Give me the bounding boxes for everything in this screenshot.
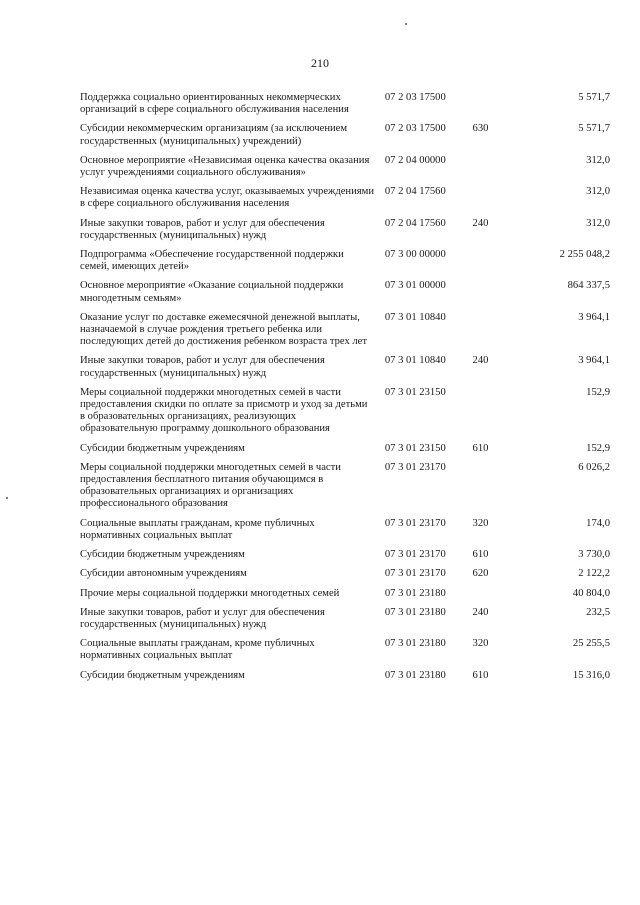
row-code: 07 3 01 23180 <box>384 606 446 618</box>
row-amount: 2 255 048,2 <box>559 249 610 261</box>
row-name: Основное мероприятие «Оказание социальной поддержки многодетным семьям» <box>80 280 344 304</box>
row-code: 07 3 01 23170 <box>384 549 446 561</box>
row-name: Оказание услуг по доставке ежемесячной денежной выплаты, назначаемой в случае рождения третьего ребенка или последующих детей до достижения ребенком возраста трех лет <box>80 311 368 348</box>
row-name: Меры социальной поддержки многодетных семей в части предоставления бесплатного питания обучающимся в образовательных организациях и организациях профессионального образования <box>80 461 341 510</box>
row-name: Субсидии бюджетным учреждениям <box>80 549 245 561</box>
row-code: 07 3 01 00000 <box>384 280 446 292</box>
row-code: 07 2 04 00000 <box>384 154 446 166</box>
table-row <box>80 549 610 561</box>
row-amount: 312,0 <box>586 217 610 229</box>
row-name: Субсидии бюджетным учреждениям <box>80 669 245 681</box>
row-type: 630 <box>472 123 489 135</box>
table-row <box>80 387 610 436</box>
row-code: 07 2 03 17500 <box>384 92 446 103</box>
table-row <box>80 518 610 542</box>
row-amount: 6 026,2 <box>578 461 610 473</box>
row-type: 610 <box>472 549 489 561</box>
table-row <box>80 155 610 179</box>
table-row <box>80 218 610 242</box>
row-amount: 15 316,0 <box>572 669 610 681</box>
row-code: 07 3 01 23180 <box>384 587 446 599</box>
table-row <box>80 588 610 600</box>
row-code: 07 3 01 23170 <box>384 461 446 473</box>
table-row <box>80 312 610 349</box>
scan-speck <box>6 497 8 499</box>
row-amount: 5 571,7 <box>578 123 610 135</box>
row-amount: 25 255,5 <box>572 638 610 650</box>
row-name: Меры социальной поддержки многодетных семей в части предоставления скидки по оплате за присмотр и уход за детьми в образовательных организациях, реализующих образовательную программу дошкольного образования <box>80 386 368 435</box>
row-name: Основное мероприятие «Независимая оценка качества оказания услуг учреждениями социального обслуживания» <box>80 154 370 179</box>
table-row <box>80 123 610 147</box>
row-amount: 3 964,1 <box>578 311 610 323</box>
row-code: 07 3 01 23150 <box>384 386 446 398</box>
row-type: 240 <box>472 217 489 229</box>
row-name: Иные закупки товаров, работ и услуг для обеспечения государственных (муниципальных) нужд <box>80 355 325 379</box>
row-type: 320 <box>472 517 489 529</box>
row-code: 07 3 01 23170 <box>384 568 446 580</box>
row-amount: 40 804,0 <box>572 587 610 599</box>
row-code: 07 3 01 23180 <box>384 638 446 650</box>
row-name: Социальные выплаты гражданам, кроме публичных нормативных социальных выплат <box>80 638 315 662</box>
row-type: 620 <box>472 568 489 580</box>
row-code: 07 2 04 17560 <box>384 217 446 229</box>
row-amount: 312,0 <box>586 154 610 166</box>
page-number: 210 <box>311 56 329 70</box>
table-row <box>80 462 610 511</box>
row-name: Иные закупки товаров, работ и услуг для обеспечения государственных (муниципальных) нужд <box>80 606 325 630</box>
table-row <box>80 443 610 455</box>
table-row <box>80 355 610 379</box>
table-row <box>80 670 610 682</box>
table-row <box>80 280 610 304</box>
row-name: Поддержка социально ориентированных некоммерческих организаций в сфере социального обслуживания населения <box>80 92 349 116</box>
row-type: 610 <box>472 669 489 681</box>
row-code: 07 3 01 10840 <box>384 311 446 323</box>
table-row <box>80 607 610 631</box>
row-type: 320 <box>472 638 489 650</box>
row-amount: 3 730,0 <box>578 549 610 561</box>
row-type: 610 <box>472 442 489 454</box>
scan-speck <box>405 23 407 25</box>
row-type: 240 <box>472 606 489 618</box>
row-name: Иные закупки товаров, работ и услуг для обеспечения государственных (муниципальных) нужд <box>80 217 325 241</box>
budget-table <box>80 92 610 689</box>
row-code: 07 2 04 17560 <box>384 186 446 198</box>
row-code: 07 3 01 23180 <box>384 669 446 681</box>
row-name: Подпрограмма «Обеспечение государственной поддержки семей, имеющих детей» <box>80 249 344 273</box>
row-amount: 2 122,2 <box>578 568 610 580</box>
table-row <box>80 186 610 210</box>
row-amount: 3 964,1 <box>578 355 610 367</box>
row-name: Субсидии некоммерческим организациям (за исключением государственных (муниципальных) учреждений) <box>80 123 348 147</box>
table-row <box>80 249 610 273</box>
row-code: 07 2 03 17500 <box>384 123 446 135</box>
row-amount: 152,9 <box>586 386 610 398</box>
row-name: Социальные выплаты гражданам, кроме публичных нормативных социальных выплат <box>80 517 315 541</box>
table-row <box>80 92 610 116</box>
row-code: 07 3 00 00000 <box>384 249 446 261</box>
row-name: Независимая оценка качества услуг, оказываемых учреждениями в сфере социального обслуживания населения <box>80 186 375 210</box>
row-type: 240 <box>472 355 489 367</box>
row-amount: 232,5 <box>586 606 610 618</box>
table-row <box>80 568 610 580</box>
row-code: 07 3 01 23170 <box>384 517 446 529</box>
row-code: 07 3 01 10840 <box>384 355 446 367</box>
row-amount: 152,9 <box>586 442 610 454</box>
row-name: Прочие меры социальной поддержки многодетных семей <box>80 587 340 599</box>
row-amount: 312,0 <box>586 186 610 198</box>
row-amount: 864 337,5 <box>567 280 610 292</box>
row-name: Субсидии бюджетным учреждениям <box>80 442 245 454</box>
row-name: Субсидии автономным учреждениям <box>80 568 247 580</box>
row-code: 07 3 01 23150 <box>384 442 446 454</box>
row-amount: 5 571,7 <box>578 92 610 103</box>
table-row <box>80 638 610 662</box>
row-amount: 174,0 <box>586 517 610 529</box>
